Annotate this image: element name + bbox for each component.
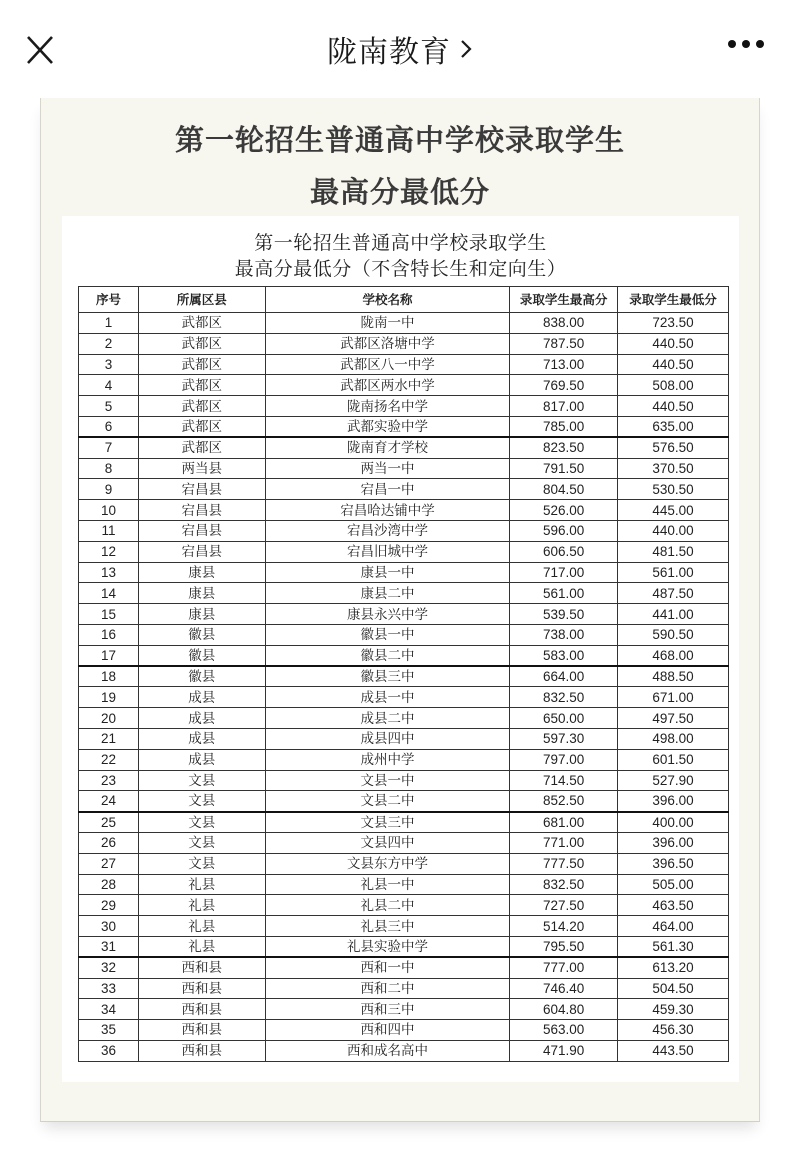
table-row xyxy=(79,936,729,957)
cell-school: 武都区两水中学 xyxy=(265,375,510,396)
cell-district: 康县 xyxy=(138,604,265,625)
cell-district: 成县 xyxy=(138,728,265,749)
cell-no: 1 xyxy=(79,313,139,334)
more-options-button[interactable] xyxy=(728,40,764,48)
cell-school: 文县四中 xyxy=(265,832,510,853)
cell-district: 康县 xyxy=(138,583,265,604)
table-row xyxy=(79,313,729,334)
cell-max-score: 583.00 xyxy=(510,645,618,666)
cell-max-score: 526.00 xyxy=(510,500,618,521)
cell-no: 15 xyxy=(79,604,139,625)
table-row xyxy=(79,333,729,354)
cell-no: 19 xyxy=(79,687,139,708)
cell-school: 成县二中 xyxy=(265,708,510,729)
table-row xyxy=(79,1040,729,1061)
cell-school: 宕昌旧城中学 xyxy=(265,541,510,562)
cell-min-score: 576.50 xyxy=(618,437,729,458)
cell-max-score: 539.50 xyxy=(510,604,618,625)
cell-min-score: 561.30 xyxy=(618,936,729,957)
cell-min-score: 505.00 xyxy=(618,874,729,895)
sheet-title-line1: 第一轮招生普通高中学校录取学生 xyxy=(254,232,547,254)
cell-school: 文县一中 xyxy=(265,770,510,791)
cell-district: 武都区 xyxy=(138,313,265,334)
cell-max-score: 563.00 xyxy=(510,1020,618,1041)
header-district: 所属区县 xyxy=(138,287,265,313)
cell-no: 23 xyxy=(79,770,139,791)
cell-no: 28 xyxy=(79,874,139,895)
cell-no: 36 xyxy=(79,1040,139,1061)
table-row xyxy=(79,500,729,521)
account-title-link[interactable] xyxy=(327,27,473,71)
cell-max-score: 785.00 xyxy=(510,416,618,437)
cell-min-score: 527.90 xyxy=(618,770,729,791)
cell-no: 13 xyxy=(79,562,139,583)
cell-min-score: 464.00 xyxy=(618,916,729,937)
cell-min-score: 445.00 xyxy=(618,500,729,521)
cell-no: 22 xyxy=(79,749,139,770)
close-button[interactable] xyxy=(22,32,58,68)
cell-district: 宕昌县 xyxy=(138,520,265,541)
cell-min-score: 396.00 xyxy=(618,832,729,853)
cell-min-score: 441.00 xyxy=(618,604,729,625)
card-title-line2: 最高分最低分 xyxy=(309,175,490,209)
header-no: 序号 xyxy=(79,287,139,313)
cell-no: 4 xyxy=(79,375,139,396)
cell-max-score: 681.00 xyxy=(510,812,618,833)
cell-no: 25 xyxy=(79,812,139,833)
cell-district: 文县 xyxy=(138,832,265,853)
cell-no: 2 xyxy=(79,333,139,354)
table-row xyxy=(79,895,729,916)
cell-no: 8 xyxy=(79,458,139,479)
cell-no: 3 xyxy=(79,354,139,375)
cell-school: 陇南一中 xyxy=(265,313,510,334)
cell-max-score: 787.50 xyxy=(510,333,618,354)
cell-school: 礼县实验中学 xyxy=(265,936,510,957)
table-row xyxy=(79,354,729,375)
cell-school: 陇南育才学校 xyxy=(265,437,510,458)
cell-min-score: 487.50 xyxy=(618,583,729,604)
cell-district: 成县 xyxy=(138,708,265,729)
cell-min-score: 497.50 xyxy=(618,708,729,729)
cell-district: 武都区 xyxy=(138,333,265,354)
table-row xyxy=(79,853,729,874)
cell-max-score: 746.40 xyxy=(510,978,618,999)
cell-max-score: 664.00 xyxy=(510,666,618,687)
cell-max-score: 838.00 xyxy=(510,313,618,334)
table-row xyxy=(79,1020,729,1041)
cell-max-score: 795.50 xyxy=(510,936,618,957)
cell-district: 徽县 xyxy=(138,666,265,687)
cell-max-score: 777.50 xyxy=(510,853,618,874)
table-row xyxy=(79,396,729,417)
chevron-right-icon xyxy=(459,38,473,60)
cell-school: 礼县三中 xyxy=(265,916,510,937)
cell-min-score: 400.00 xyxy=(618,812,729,833)
cell-district: 礼县 xyxy=(138,895,265,916)
cell-no: 18 xyxy=(79,666,139,687)
cell-school: 西和一中 xyxy=(265,957,510,978)
cell-school: 武都实验中学 xyxy=(265,416,510,437)
table-row xyxy=(79,728,729,749)
cell-no: 20 xyxy=(79,708,139,729)
table-row xyxy=(79,416,729,437)
cell-max-score: 738.00 xyxy=(510,624,618,645)
cell-no: 33 xyxy=(79,978,139,999)
cell-school: 武都区八一中学 xyxy=(265,354,510,375)
cell-school: 成州中学 xyxy=(265,749,510,770)
cell-max-score: 804.50 xyxy=(510,479,618,500)
cell-min-score: 504.50 xyxy=(618,978,729,999)
score-sheet xyxy=(62,216,739,1082)
cell-no: 26 xyxy=(79,832,139,853)
header-max-score: 录取学生最高分 xyxy=(510,287,618,313)
cell-no: 7 xyxy=(79,437,139,458)
card-title-line1: 第一轮招生普通高中学校录取学生 xyxy=(174,123,625,157)
cell-max-score: 817.00 xyxy=(510,396,618,417)
more-dots-icon xyxy=(728,40,736,48)
cell-district: 文县 xyxy=(138,853,265,874)
cell-max-score: 471.90 xyxy=(510,1040,618,1061)
cell-max-score: 777.00 xyxy=(510,957,618,978)
table-row xyxy=(79,520,729,541)
cell-district: 西和县 xyxy=(138,1040,265,1061)
cell-min-score: 443.50 xyxy=(618,1040,729,1061)
cell-school: 成县一中 xyxy=(265,687,510,708)
cell-district: 文县 xyxy=(138,791,265,812)
cell-school: 文县二中 xyxy=(265,791,510,812)
cell-max-score: 797.00 xyxy=(510,749,618,770)
cell-district: 武都区 xyxy=(138,375,265,396)
cell-max-score: 791.50 xyxy=(510,458,618,479)
table-row xyxy=(79,916,729,937)
cell-school: 宕昌哈达铺中学 xyxy=(265,500,510,521)
cell-district: 宕昌县 xyxy=(138,479,265,500)
cell-school: 徽县二中 xyxy=(265,645,510,666)
cell-district: 礼县 xyxy=(138,874,265,895)
cell-no: 6 xyxy=(79,416,139,437)
cell-no: 27 xyxy=(79,853,139,874)
cell-district: 康县 xyxy=(138,562,265,583)
cell-min-score: 508.00 xyxy=(618,375,729,396)
cell-district: 成县 xyxy=(138,687,265,708)
cell-max-score: 832.50 xyxy=(510,687,618,708)
cell-school: 礼县一中 xyxy=(265,874,510,895)
cell-no: 16 xyxy=(79,624,139,645)
cell-school: 礼县二中 xyxy=(265,895,510,916)
cell-min-score: 530.50 xyxy=(618,479,729,500)
cell-min-score: 440.00 xyxy=(618,520,729,541)
cell-no: 24 xyxy=(79,791,139,812)
cell-district: 武都区 xyxy=(138,396,265,417)
cell-school: 两当一中 xyxy=(265,458,510,479)
cell-district: 徽县 xyxy=(138,624,265,645)
cell-no: 32 xyxy=(79,957,139,978)
table-row xyxy=(79,791,729,812)
close-icon xyxy=(22,32,58,68)
cell-max-score: 604.80 xyxy=(510,999,618,1020)
cell-district: 西和县 xyxy=(138,1020,265,1041)
sheet-title-line2: 最高分最低分（不含特长生和定向生） xyxy=(234,258,567,280)
cell-no: 11 xyxy=(79,520,139,541)
cell-max-score: 727.50 xyxy=(510,895,618,916)
cell-school: 康县二中 xyxy=(265,583,510,604)
cell-max-score: 561.00 xyxy=(510,583,618,604)
cell-no: 29 xyxy=(79,895,139,916)
cell-district: 礼县 xyxy=(138,916,265,937)
cell-no: 12 xyxy=(79,541,139,562)
cell-min-score: 635.00 xyxy=(618,416,729,437)
cell-min-score: 463.50 xyxy=(618,895,729,916)
cell-no: 35 xyxy=(79,1020,139,1041)
cell-school: 西和二中 xyxy=(265,978,510,999)
cell-district: 成县 xyxy=(138,749,265,770)
cell-max-score: 597.30 xyxy=(510,728,618,749)
table-row xyxy=(79,708,729,729)
cell-school: 文县东方中学 xyxy=(265,853,510,874)
more-dots-icon xyxy=(756,40,764,48)
cell-school: 陇南扬名中学 xyxy=(265,396,510,417)
header-school: 学校名称 xyxy=(265,287,510,313)
top-navbar xyxy=(0,0,800,98)
cell-no: 9 xyxy=(79,479,139,500)
account-title: 陇南教育 xyxy=(327,35,451,70)
cell-min-score: 370.50 xyxy=(618,458,729,479)
table-row xyxy=(79,832,729,853)
cell-max-score: 596.00 xyxy=(510,520,618,541)
cell-district: 武都区 xyxy=(138,354,265,375)
cell-min-score: 440.50 xyxy=(618,333,729,354)
cell-school: 武都区洛塘中学 xyxy=(265,333,510,354)
cell-school: 西和成名高中 xyxy=(265,1040,510,1061)
article-image-card xyxy=(40,98,760,1122)
cell-min-score: 481.50 xyxy=(618,541,729,562)
cell-school: 康县一中 xyxy=(265,562,510,583)
more-dots-icon xyxy=(742,40,750,48)
cell-district: 西和县 xyxy=(138,978,265,999)
cell-min-score: 601.50 xyxy=(618,749,729,770)
cell-min-score: 561.00 xyxy=(618,562,729,583)
cell-district: 宕昌县 xyxy=(138,541,265,562)
cell-max-score: 771.00 xyxy=(510,832,618,853)
cell-no: 10 xyxy=(79,500,139,521)
table-row xyxy=(79,562,729,583)
cell-no: 31 xyxy=(79,936,139,957)
table-row xyxy=(79,375,729,396)
cell-school: 宕昌沙湾中学 xyxy=(265,520,510,541)
cell-min-score: 613.20 xyxy=(618,957,729,978)
table-row xyxy=(79,770,729,791)
cell-min-score: 590.50 xyxy=(618,624,729,645)
cell-min-score: 396.00 xyxy=(618,791,729,812)
cell-max-score: 823.50 xyxy=(510,437,618,458)
table-row xyxy=(79,749,729,770)
table-row xyxy=(79,978,729,999)
cell-school: 文县三中 xyxy=(265,812,510,833)
cell-school: 宕昌一中 xyxy=(265,479,510,500)
table-row xyxy=(79,645,729,666)
table-row xyxy=(79,604,729,625)
table-row xyxy=(79,583,729,604)
table-header-row xyxy=(79,287,729,313)
table-row xyxy=(79,957,729,978)
cell-min-score: 723.50 xyxy=(618,313,729,334)
table-row xyxy=(79,624,729,645)
cell-school: 西和四中 xyxy=(265,1020,510,1041)
table-row xyxy=(79,687,729,708)
cell-min-score: 671.00 xyxy=(618,687,729,708)
cell-district: 礼县 xyxy=(138,936,265,957)
cell-no: 30 xyxy=(79,916,139,937)
cell-school: 康县永兴中学 xyxy=(265,604,510,625)
cell-district: 徽县 xyxy=(138,645,265,666)
cell-school: 徽县一中 xyxy=(265,624,510,645)
cell-district: 文县 xyxy=(138,770,265,791)
cell-no: 17 xyxy=(79,645,139,666)
cell-min-score: 488.50 xyxy=(618,666,729,687)
cell-max-score: 717.00 xyxy=(510,562,618,583)
admission-score-table xyxy=(78,286,729,1062)
table-row xyxy=(79,541,729,562)
table-row xyxy=(79,458,729,479)
table-row xyxy=(79,812,729,833)
cell-max-score: 713.00 xyxy=(510,354,618,375)
cell-min-score: 440.50 xyxy=(618,354,729,375)
cell-min-score: 468.00 xyxy=(618,645,729,666)
cell-school: 徽县三中 xyxy=(265,666,510,687)
cell-no: 34 xyxy=(79,999,139,1020)
cell-max-score: 852.50 xyxy=(510,791,618,812)
cell-district: 西和县 xyxy=(138,999,265,1020)
table-row xyxy=(79,999,729,1020)
cell-school: 成县四中 xyxy=(265,728,510,749)
cell-district: 文县 xyxy=(138,812,265,833)
cell-min-score: 459.30 xyxy=(618,999,729,1020)
cell-min-score: 396.50 xyxy=(618,853,729,874)
cell-district: 武都区 xyxy=(138,437,265,458)
cell-max-score: 832.50 xyxy=(510,874,618,895)
cell-district: 两当县 xyxy=(138,458,265,479)
cell-min-score: 440.50 xyxy=(618,396,729,417)
table-row xyxy=(79,666,729,687)
cell-no: 21 xyxy=(79,728,139,749)
header-min-score: 录取学生最低分 xyxy=(618,287,729,313)
cell-min-score: 456.30 xyxy=(618,1020,729,1041)
cell-min-score: 498.00 xyxy=(618,728,729,749)
cell-school: 西和三中 xyxy=(265,999,510,1020)
cell-max-score: 650.00 xyxy=(510,708,618,729)
table-row xyxy=(79,437,729,458)
cell-district: 西和县 xyxy=(138,957,265,978)
cell-max-score: 769.50 xyxy=(510,375,618,396)
cell-max-score: 514.20 xyxy=(510,916,618,937)
cell-district: 宕昌县 xyxy=(138,500,265,521)
cell-max-score: 714.50 xyxy=(510,770,618,791)
table-row xyxy=(79,874,729,895)
cell-district: 武都区 xyxy=(138,416,265,437)
cell-no: 14 xyxy=(79,583,139,604)
table-row xyxy=(79,479,729,500)
cell-no: 5 xyxy=(79,396,139,417)
table-body xyxy=(79,313,729,1062)
cell-max-score: 606.50 xyxy=(510,541,618,562)
